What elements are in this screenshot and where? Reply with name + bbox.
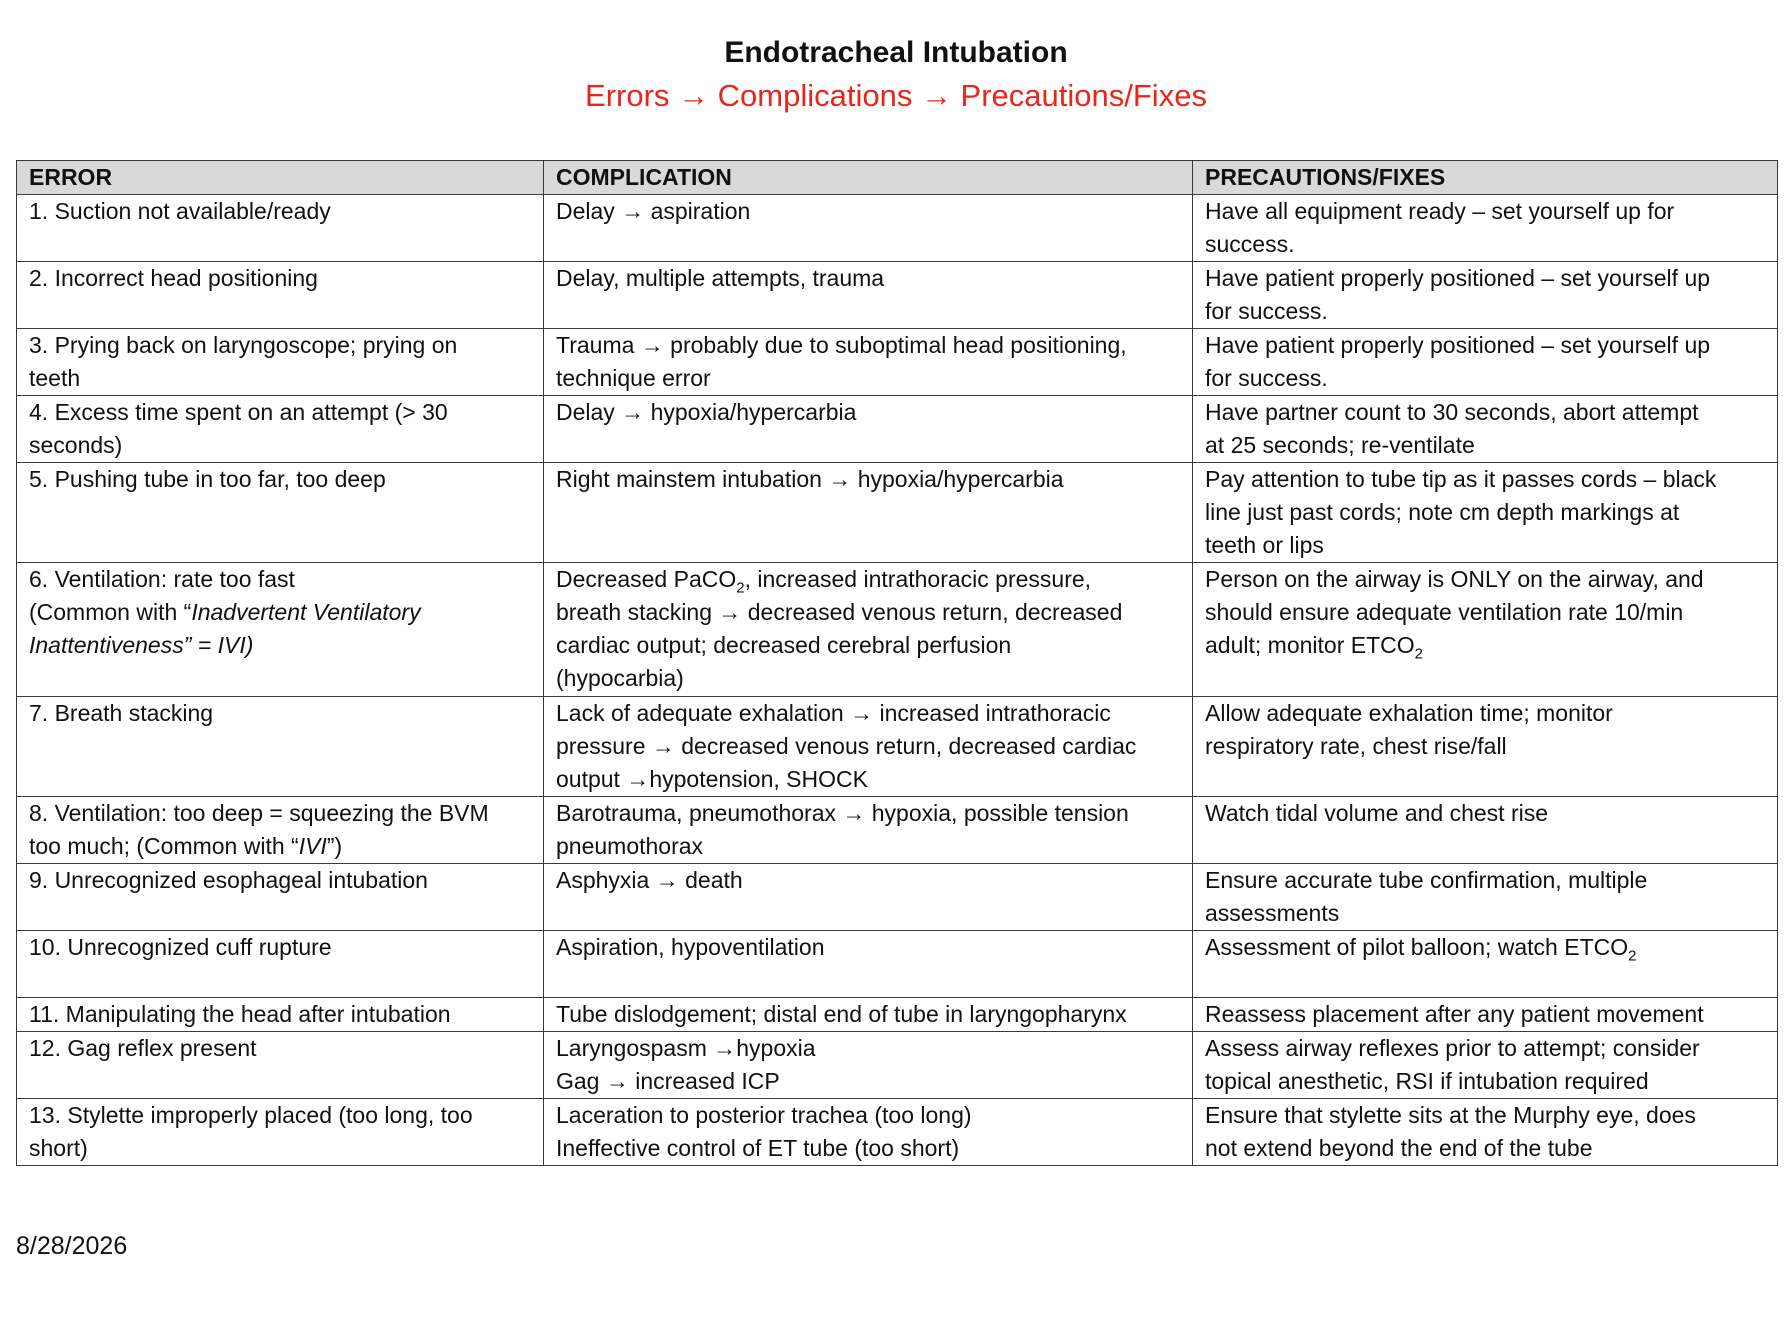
complication-cell: [544, 1032, 1193, 1099]
cell-text-line: Have all equipment ready – set yourself up for: [1205, 198, 1675, 224]
cell-text-line: cardiac output; decreased cerebral perfusion: [556, 632, 1012, 658]
cell-text-line: too much; (Common with “IVI”): [29, 833, 343, 859]
precautions-fix-cell: [1193, 864, 1778, 931]
cell-text-line: Inattentiveness” = IVI): [29, 632, 254, 658]
cell-text-line: 8. Ventilation: too deep = squeezing the BVM: [29, 800, 489, 826]
precautions-fix-cell: [1193, 1032, 1778, 1099]
cell-text-line: technique error: [556, 365, 711, 391]
header-error: ERROR: [17, 161, 544, 195]
cell-text-line: 10. Unrecognized cuff rupture: [29, 934, 332, 960]
table-row: [17, 329, 1778, 396]
cell-text-line: 2. Incorrect head positioning: [29, 265, 318, 291]
complication-cell: [544, 262, 1193, 329]
cell-text-line: success.: [1205, 231, 1295, 257]
cell-text-line: teeth or lips: [1205, 532, 1324, 558]
intubation-errors-table: [16, 160, 1778, 1166]
error-cell: [17, 1032, 544, 1099]
table-row: [17, 195, 1778, 262]
table-row: [17, 864, 1778, 931]
cell-text-line: respiratory rate, chest rise/fall: [1205, 733, 1507, 759]
table-row: [17, 697, 1778, 797]
precautions-fix-cell: [1193, 329, 1778, 396]
cell-text-line: Watch tidal volume and chest rise: [1205, 800, 1549, 826]
cell-text-line: for success.: [1205, 298, 1328, 324]
precautions-fix-cell: [1193, 195, 1778, 262]
complication-cell: [544, 797, 1193, 864]
cell-text-line: 1. Suction not available/ready: [29, 198, 331, 224]
document-subtitle: Errors → Complications → Precautions/Fixes: [585, 78, 1207, 113]
cell-text-line: Have patient properly positioned – set yourself up: [1205, 332, 1711, 358]
precautions-fix-cell: [1193, 797, 1778, 864]
complication-cell: [544, 697, 1193, 797]
cell-text-line: (hypocarbia): [556, 665, 684, 691]
cell-text-line: Ensure accurate tube confirmation, multiple: [1205, 867, 1648, 893]
cell-text-line: short): [29, 1135, 88, 1161]
cell-text-line: Have partner count to 30 seconds, abort attempt: [1205, 399, 1699, 425]
error-cell: [17, 563, 544, 697]
cell-text-line: Ineffective control of ET tube (too short): [556, 1135, 960, 1161]
cell-text-line: Have patient properly positioned – set yourself up: [1205, 265, 1711, 291]
error-cell: [17, 262, 544, 329]
cell-text-line: Delay, multiple attempts, trauma: [556, 265, 885, 291]
cell-text-line: Pay attention to tube tip as it passes cords – black: [1205, 466, 1717, 492]
cell-text-line: Decreased PaCO$_2$, increased intrathoracic pressure,: [556, 566, 1092, 597]
cell-text-line: Aspiration, hypoventilation: [556, 934, 825, 960]
cell-text-line: Right mainstem intubation → hypoxia/hypercarbia: [556, 466, 1064, 492]
cell-text-line: teeth: [29, 365, 81, 391]
error-cell: [17, 998, 544, 1032]
cell-text-line: Lack of adequate exhalation → increased intrathoracic: [556, 700, 1111, 726]
cell-text-line: pressure → decreased venous return, decreased cardiac: [556, 733, 1137, 759]
cell-text-line: line just past cords; note cm depth markings at: [1205, 499, 1680, 525]
complication-cell: [544, 563, 1193, 697]
cell-text-line: breath stacking → decreased venous return, decreased: [556, 599, 1123, 625]
cell-text-line: 3. Prying back on laryngoscope; prying on: [29, 332, 458, 358]
precautions-fix-cell: [1193, 931, 1778, 998]
table-row: [17, 463, 1778, 563]
cell-text-line: assessments: [1205, 900, 1340, 926]
error-cell: [17, 463, 544, 563]
complication-cell: [544, 396, 1193, 463]
cell-text-line: at 25 seconds; re-ventilate: [1205, 432, 1475, 458]
cell-text-line: (Common with “Inadvertent Ventilatory: [29, 599, 421, 625]
document-title: Endotracheal Intubation: [724, 36, 1068, 69]
precautions-fix-cell: [1193, 1099, 1778, 1166]
cell-text-line: 9. Unrecognized esophageal intubation: [29, 867, 428, 893]
precautions-fix-cell: [1193, 697, 1778, 797]
precautions-fix-cell: [1193, 563, 1778, 697]
cell-text-line: Laceration to posterior trachea (too long): [556, 1102, 972, 1128]
table-row: [17, 797, 1778, 864]
cell-text-line: not extend beyond the end of the tube: [1205, 1135, 1593, 1161]
cell-text-line: 5. Pushing tube in too far, too deep: [29, 466, 386, 492]
cell-text-line: Laryngospasm →hypoxia: [556, 1035, 816, 1061]
cell-text-line: topical anesthetic, RSI if intubation required: [1205, 1068, 1649, 1094]
cell-text-line: 4. Excess time spent on an attempt (> 30: [29, 399, 448, 425]
precautions-fix-cell: [1193, 463, 1778, 563]
cell-text-line: 11. Manipulating the head after intubation: [29, 1001, 451, 1027]
document-date: 8/28/2026: [16, 1232, 128, 1260]
table-header-row: [17, 161, 1778, 195]
cell-text-line: should ensure adequate ventilation rate 10/min: [1205, 599, 1684, 625]
cell-text-line: adult; monitor $ETCO_2$: [1205, 632, 1423, 663]
cell-text-line: Gag → increased ICP: [556, 1068, 780, 1094]
header-complication: COMPLICATION: [544, 161, 1193, 195]
complication-cell: [544, 998, 1193, 1032]
complication-cell: [544, 463, 1193, 563]
precautions-fix-cell: [1193, 262, 1778, 329]
cell-text-line: Barotrauma, pneumothorax → hypoxia, possible tension: [556, 800, 1129, 826]
cell-text-line: 7. Breath stacking: [29, 700, 214, 726]
cell-text-line: 13. Stylette improperly placed (too long, too: [29, 1102, 473, 1128]
error-cell: [17, 329, 544, 396]
complication-cell: [544, 864, 1193, 931]
cell-text-line: 6. Ventilation: rate too fast: [29, 566, 295, 592]
table-row: [17, 1032, 1778, 1099]
cell-text-line: Person on the airway is ONLY on the airway, and: [1205, 566, 1704, 592]
complication-cell: [544, 329, 1193, 396]
cell-text-line: pneumothorax: [556, 833, 704, 859]
complication-cell: [544, 931, 1193, 998]
cell-text-line: Asphyxia → death: [556, 867, 743, 893]
cell-text-line: Reassess placement after any patient movement: [1205, 1001, 1704, 1027]
error-cell: [17, 697, 544, 797]
cell-text-line: Trauma → probably due to suboptimal head positioning,: [556, 332, 1127, 358]
cell-text-line: Ensure that stylette sits at the Murphy eye, does: [1205, 1102, 1696, 1128]
cell-text-line: 12. Gag reflex present: [29, 1035, 257, 1061]
cell-text-line: Delay → aspiration: [556, 198, 751, 224]
cell-text-line: output →hypotension, SHOCK: [556, 766, 868, 792]
error-cell: [17, 1099, 544, 1166]
precautions-fix-cell: [1193, 396, 1778, 463]
cell-text-line: Assess airway reflexes prior to attempt; consider: [1205, 1035, 1700, 1061]
header-precautions-fixes: PRECAUTIONS/FIXES: [1193, 161, 1778, 195]
cell-text-line: Assessment of pilot balloon; watch $ETCO_2$: [1205, 934, 1637, 965]
cell-text-line: for success.: [1205, 365, 1328, 391]
table-row: [17, 563, 1778, 697]
error-cell: [17, 931, 544, 998]
cell-text-line: Allow adequate exhalation time; monitor: [1205, 700, 1613, 726]
table-row: [17, 396, 1778, 463]
error-cell: [17, 864, 544, 931]
table-row: [17, 262, 1778, 329]
error-cell: [17, 797, 544, 864]
cell-text-line: seconds): [29, 432, 123, 458]
table-row: [17, 931, 1778, 998]
cell-text-line: Tube dislodgement; distal end of tube in laryngopharynx: [556, 1001, 1127, 1027]
cell-text-line: Delay → hypoxia/hypercarbia: [556, 399, 857, 425]
complication-cell: [544, 1099, 1193, 1166]
table-row: [17, 1099, 1778, 1166]
error-cell: [17, 396, 544, 463]
error-cell: [17, 195, 544, 262]
table-row: [17, 998, 1778, 1032]
precautions-fix-cell: [1193, 998, 1778, 1032]
complication-cell: [544, 195, 1193, 262]
